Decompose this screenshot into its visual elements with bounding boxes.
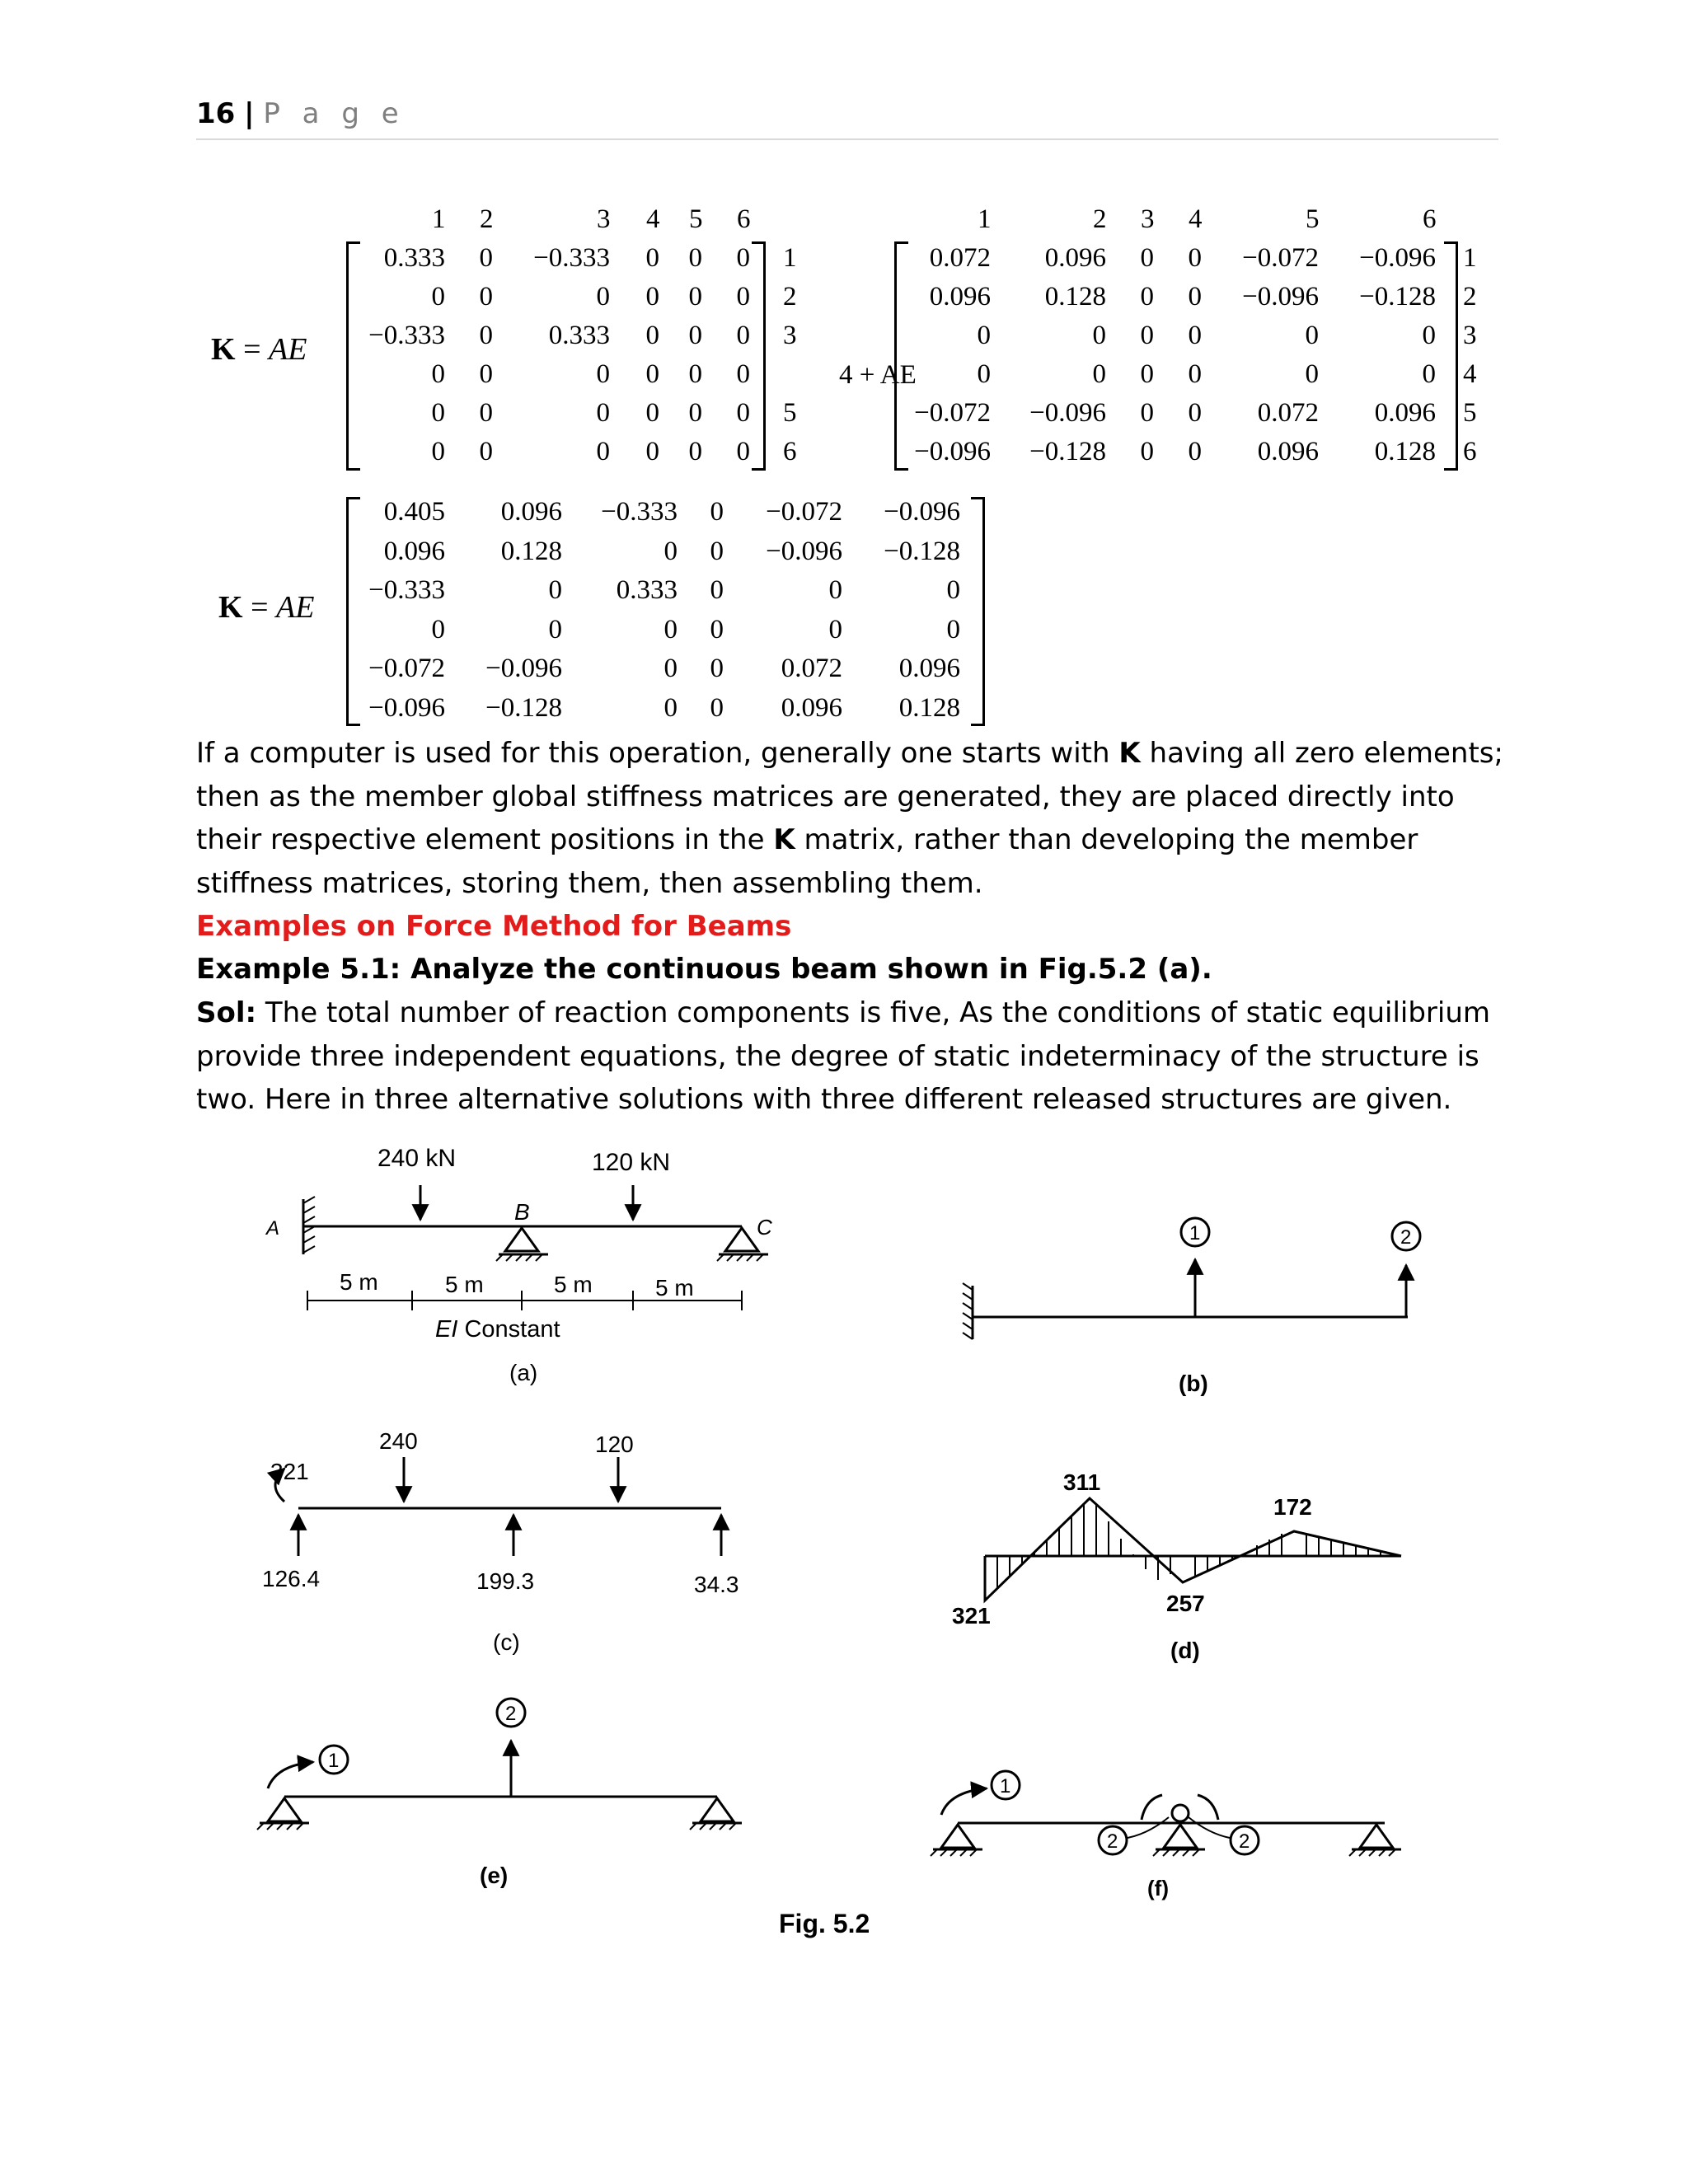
fig-c-diagram — [275, 1457, 721, 1556]
fig-f-hinge-moment-right — [1198, 1795, 1218, 1820]
matrix_b-row-label: 6 — [1463, 437, 1477, 466]
matrix_a-cell: 0 — [479, 398, 493, 428]
matrix_a-cell: 0 — [431, 359, 445, 389]
matrix_a-cell: 0 — [596, 437, 610, 466]
matrix_b-cell: −0.096 — [1242, 282, 1319, 312]
fig-a-label-b: B — [514, 1199, 530, 1225]
matrix_b-cell: 0 — [977, 359, 991, 389]
para1-text-2: having all zero elements; then as the member global stiffness matrices are generated, they are placed directly into their respective element positions in the — [196, 737, 1503, 856]
matrix_c-cell: 0 — [663, 654, 678, 683]
matrix_b-cell: 0 — [1140, 398, 1154, 428]
fig-a-span1: 5 m — [340, 1269, 378, 1295]
matrix_a-cell: 0 — [431, 398, 445, 428]
matrix_c-cell: −0.333 — [601, 497, 678, 527]
matrix_b-cell: −0.096 — [1359, 243, 1436, 273]
matrix_b-cell: 0 — [1140, 437, 1154, 466]
matrix_c-cell: 0 — [431, 614, 445, 644]
matrix_b-cell: −0.096 — [914, 437, 991, 466]
matrix_c-cell: −0.072 — [766, 497, 842, 527]
matrix_a-col-header: 3 — [597, 204, 611, 234]
fig-a-support-c — [725, 1228, 758, 1251]
matrix_b-cell: 0.096 — [1044, 243, 1106, 273]
example-title: Example 5.1: Analyze the continuous beam shown in Fig.5.2 (a). — [196, 953, 1212, 986]
matrix_a-cell: −0.333 — [533, 243, 610, 273]
matrix_b-cell: 0.128 — [1044, 282, 1106, 312]
matrix_c-cell: 0.096 — [383, 536, 445, 566]
matrix_a-cell: 0 — [479, 321, 493, 350]
matrix_b-cell: 0 — [1092, 359, 1106, 389]
fig-d-value-321: 321 — [952, 1603, 991, 1629]
matrix_a-cell: 0 — [431, 282, 445, 312]
matrix_a-cell: 0 — [645, 359, 659, 389]
matrix_b-cell: 0 — [1188, 282, 1202, 312]
fig-f-hinge-moment-left — [1142, 1795, 1162, 1820]
matrix_b-cell: 0 — [977, 321, 991, 350]
matrix_a-cell: 0 — [479, 437, 493, 466]
matrix_c-cell: 0 — [710, 575, 724, 605]
matrix_c-cell: 0.333 — [616, 575, 678, 605]
matrix_c-cell: −0.072 — [368, 654, 445, 683]
fig-f-label-1: 1 — [1000, 1775, 1011, 1797]
matrix_a-cell: 0 — [645, 243, 659, 273]
fig-a-span3: 5 m — [554, 1272, 593, 1297]
matrix_b-col-header: 4 — [1189, 204, 1203, 234]
section-title: Examples on Force Method for Beams — [196, 910, 792, 943]
matrix_a-cell: 0 — [688, 321, 702, 350]
matrix_a-cell: 0 — [736, 398, 750, 428]
matrix_a-cell: 0 — [688, 282, 702, 312]
k-equals-ae-label-2: K = AE — [218, 590, 315, 625]
matrix_c-cell: 0.096 — [898, 654, 960, 683]
matrix_c-cell: 0 — [946, 575, 960, 605]
fig-e-label-1: 1 — [328, 1750, 340, 1772]
matrix_a-cell: 0 — [596, 398, 610, 428]
matrix_b-col-header: 5 — [1306, 204, 1320, 234]
matrix_c-cell: 0 — [710, 692, 724, 723]
matrix_a-cell: 0.333 — [548, 321, 610, 350]
matrix_a-cell: 0 — [479, 282, 493, 312]
matrix_a-row-label: 5 — [783, 398, 797, 428]
fig-c-caption: (c) — [493, 1629, 520, 1655]
matrix_c-cell: 0 — [710, 497, 724, 527]
para1-bold-k-1: K — [1118, 737, 1141, 770]
fig-a-span4: 5 m — [655, 1275, 694, 1301]
matrix_b-row-label: 5 — [1463, 398, 1477, 428]
matrix_b-cell: 0.096 — [1257, 437, 1319, 466]
matrix_c-cell: 0.096 — [781, 692, 842, 723]
matrix_c-cell: 0 — [663, 614, 678, 644]
fig-e-moment-arrow — [268, 1762, 313, 1788]
matrix_c-cell: −0.333 — [368, 575, 445, 605]
fig-d-value-257: 257 — [1166, 1591, 1205, 1616]
para1-bold-k-2: K — [773, 823, 795, 856]
matrix_a-col-header: 4 — [646, 204, 660, 234]
page-word: P a g e — [263, 97, 406, 130]
figure-title: Fig. 5.2 — [779, 1909, 870, 1938]
matrix_a-cell: 0 — [596, 282, 610, 312]
matrix_b-cell: 0.072 — [929, 243, 991, 273]
fig-b-label-2: 2 — [1400, 1226, 1412, 1249]
matrix_b-cell: 0.096 — [929, 282, 991, 312]
matrix_a-row-label: 2 — [783, 282, 797, 312]
matrix_c-cell: 0.128 — [500, 536, 562, 566]
fig-d-bending-moment-diagram — [985, 1498, 1401, 1601]
matrix_b-cell: 0 — [1305, 359, 1319, 389]
sol-text: The total number of reaction components is five, As the conditions of static equilibrium provide three independent equations, the degree of static indeterminacy of the structure is two. Here in three alternative solutions with three different released structures are given. — [196, 996, 1491, 1116]
matrix_b-cell: 0 — [1140, 282, 1154, 312]
header-separator: | — [244, 97, 255, 130]
matrix_a-col-header: 1 — [432, 204, 446, 234]
matrix_c-cell: 0 — [710, 614, 724, 644]
matrix_b-cell: −0.072 — [1242, 243, 1319, 273]
matrix_c-cell: −0.096 — [368, 692, 445, 723]
fig-a-ei-italic: EI — [435, 1316, 458, 1343]
fig-e-caption: (e) — [480, 1863, 509, 1888]
matrix_c-cell: 0 — [548, 614, 562, 644]
sol-label: Sol: — [196, 996, 257, 1029]
matrix_c-cell: 0.072 — [781, 654, 842, 683]
matrix_b-cell: −0.128 — [1359, 282, 1436, 312]
matrix_c-cell: −0.128 — [485, 692, 562, 723]
fig-f-hinge — [1172, 1805, 1189, 1821]
matrix_a-cell: 0 — [479, 243, 493, 273]
matrix_b-cell: 0 — [1422, 321, 1436, 350]
matrix_b-cell: 0.072 — [1257, 398, 1319, 428]
fig-d-value-311: 311 — [1063, 1469, 1101, 1495]
matrix_a-cell: 0 — [645, 437, 659, 466]
matrix_b-row-label: 1 — [1463, 243, 1477, 273]
matrix_b-cell: 0 — [1188, 243, 1202, 273]
fig-a-load1-label: 240 kN — [377, 1145, 457, 1172]
matrix_b-cell: 0 — [1140, 321, 1154, 350]
matrix_b-cell: 0 — [1092, 321, 1106, 350]
fig-a-span2: 5 m — [445, 1272, 484, 1297]
matrix_c-cell: −0.096 — [766, 536, 842, 566]
k-equals-ae-label: K = AE — [211, 332, 307, 367]
matrix_a-cell: 0 — [736, 359, 750, 389]
matrix_b-cell: −0.096 — [1029, 398, 1106, 428]
matrix_a-cell: 0 — [645, 398, 659, 428]
fig-f-label-2a: 2 — [1107, 1830, 1118, 1853]
matrix_c-cell: 0 — [710, 536, 724, 566]
matrix_a-cell: 0 — [736, 437, 750, 466]
matrix_c-cell: 0 — [828, 575, 842, 605]
matrix_b-cell: 0 — [1188, 437, 1202, 466]
matrix_b-row-label: 2 — [1463, 282, 1477, 312]
matrix_c-cell: 0 — [828, 614, 842, 644]
matrix_c-cell: −0.128 — [884, 536, 960, 566]
matrix_a-cell: −0.333 — [368, 321, 445, 350]
para1-text-1: If a computer is used for this operation, generally one starts with — [196, 737, 1119, 770]
fig-f-label-2b: 2 — [1239, 1830, 1250, 1853]
matrix_c-cell: 0.128 — [898, 692, 960, 723]
matrix_a-cell: 0 — [431, 437, 445, 466]
matrix_b-col-header: 1 — [978, 204, 992, 234]
plus-ae-label: 4 + AE — [839, 360, 917, 390]
fig-a-label-c: C — [757, 1215, 772, 1240]
fig-d-value-172: 172 — [1273, 1494, 1312, 1520]
matrix_a-col-header: 6 — [737, 204, 751, 234]
matrix_b-col-header: 2 — [1093, 204, 1107, 234]
matrix_b-cell: 0 — [1188, 321, 1202, 350]
matrix_a-cell: 0 — [688, 398, 702, 428]
fig-f-support-middle — [1164, 1825, 1197, 1848]
matrix_c-cell: 0 — [548, 575, 562, 605]
matrix_c-cell: 0.405 — [383, 497, 445, 527]
fig-f-caption: (f) — [1147, 1876, 1169, 1900]
fig-c-moment-label: 321 — [270, 1459, 309, 1484]
matrix_b-row-label: 4 — [1463, 359, 1477, 389]
matrix_b-cell: −0.128 — [1029, 437, 1106, 466]
matrix_a-cell: 0 — [645, 321, 659, 350]
matrix_b-col-header: 3 — [1141, 204, 1155, 234]
matrix_a-cell: 0 — [645, 282, 659, 312]
matrix_a-cell: 0 — [736, 321, 750, 350]
matrix_c-cell: −0.096 — [485, 654, 562, 683]
matrix_c-cell: 0 — [946, 614, 960, 644]
matrix_a-cell: 0.333 — [383, 243, 445, 273]
fig-d-caption: (d) — [1170, 1638, 1200, 1663]
page-number: 16 — [196, 97, 236, 130]
fig-a-load2-label: 120 kN — [592, 1149, 671, 1176]
matrix_a-cell: 0 — [688, 243, 702, 273]
fig-f-support-right — [1360, 1825, 1393, 1848]
fig-c-load1-label: 240 — [379, 1428, 418, 1454]
matrix_a-col-header: 5 — [689, 204, 703, 234]
fig-b-caption: (b) — [1179, 1371, 1208, 1396]
fig-a-label-a: A — [266, 1217, 280, 1240]
matrix_c-cell: 0 — [663, 692, 678, 723]
matrix_a-cell: 0 — [596, 359, 610, 389]
fig-a-ei-constant — [435, 1316, 560, 1343]
fig-f-moment-arrow — [941, 1788, 987, 1815]
fig-c-reaction-a-label: 126.4 — [262, 1566, 321, 1591]
matrix_b-row-label: 3 — [1463, 321, 1477, 350]
matrix_b-cell: 0 — [1422, 359, 1436, 389]
fig-e-support-left — [268, 1798, 301, 1821]
fig-c-reaction-c-label: 34.3 — [694, 1572, 739, 1597]
para1-text-3: matrix, rather than developing the member stiffness matrices, storing them, then assembling them. — [196, 823, 1418, 900]
fig-a-support-b — [505, 1228, 538, 1251]
matrix_b-cell: 0 — [1188, 398, 1202, 428]
matrix_b-cell: 0.128 — [1374, 437, 1436, 466]
matrix_b-cell: 0 — [1305, 321, 1319, 350]
matrix_a-cell: 0 — [479, 359, 493, 389]
matrix_a-row-label: 3 — [783, 321, 797, 350]
matrix_b-cell: 0 — [1140, 359, 1154, 389]
matrix_c-cell: 0 — [663, 536, 678, 566]
matrix_a-cell: 0 — [688, 359, 702, 389]
matrix_b-col-header: 6 — [1423, 204, 1437, 234]
matrix_c-cell: 0.096 — [500, 497, 562, 527]
matrix_a-row-label: 1 — [783, 243, 797, 273]
matrix_a-col-header: 2 — [480, 204, 494, 234]
matrix_b-cell: −0.072 — [914, 398, 991, 428]
fig-e-label-2: 2 — [505, 1703, 517, 1725]
matrix_a-row-label: 6 — [783, 437, 797, 466]
fig-a-ei-rest: Constant — [457, 1316, 560, 1343]
matrix_b-cell: 0 — [1188, 359, 1202, 389]
matrix_c-cell: −0.096 — [884, 497, 960, 527]
matrix_c-cell: 0 — [710, 654, 724, 683]
fig-e-support-right — [701, 1798, 734, 1821]
fig-f-support-left — [941, 1825, 974, 1848]
fig-b-label-1: 1 — [1189, 1222, 1201, 1244]
fig-a-caption: (a) — [509, 1360, 538, 1385]
fig-c-load2-label: 120 — [595, 1432, 634, 1457]
matrix_a-cell: 0 — [688, 437, 702, 466]
fig-c-reaction-b-label: 199.3 — [476, 1568, 535, 1594]
matrix_b-cell: 0.096 — [1374, 398, 1436, 428]
matrix_a-cell: 0 — [736, 282, 750, 312]
matrix_a-cell: 0 — [736, 243, 750, 273]
matrix_b-cell: 0 — [1140, 243, 1154, 273]
